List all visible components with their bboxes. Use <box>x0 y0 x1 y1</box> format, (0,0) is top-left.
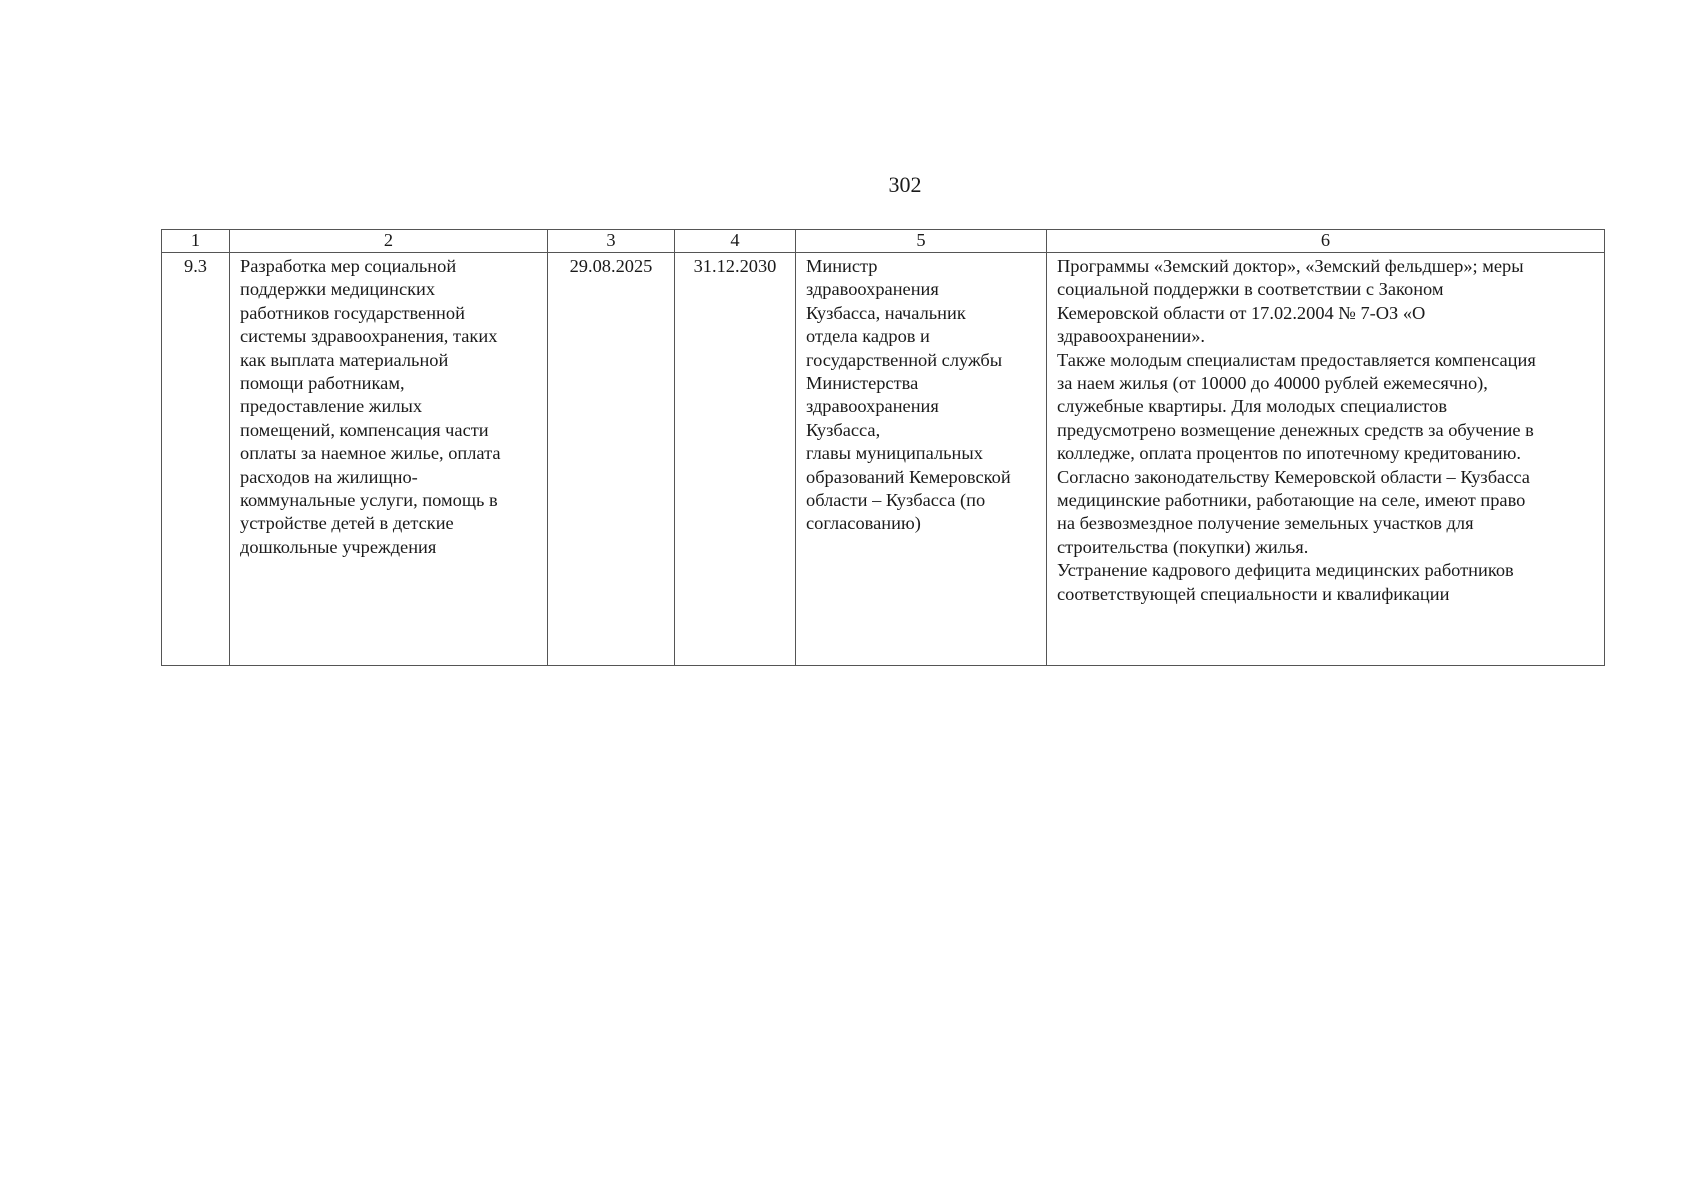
responsible-cell: Министр здравоохранения Кузбасса, начальник отдела кадров и государственной службы Министерства здравоохранения Кузбасса, главы муниципальных образований Кемеровской области – Кузбасса (по согласованию) <box>796 253 1047 666</box>
column-header: 6 <box>1047 230 1605 253</box>
page-number: 302 <box>888 172 922 197</box>
start-date-cell: 29.08.2025 <box>548 253 675 666</box>
column-header: 5 <box>796 230 1047 253</box>
table-row <box>162 253 1605 666</box>
table-header-row <box>162 230 1605 253</box>
column-header: 1 <box>162 230 230 253</box>
column-header: 2 <box>230 230 548 253</box>
row-number-cell: 9.3 <box>162 253 230 666</box>
column-header: 4 <box>675 230 796 253</box>
measure-description-cell: Разработка мер социальной поддержки медицинских работников государственной системы здравоохранения, таких как выплата материальной помощи работникам, предоставление жилых помещений, компенсация части оплаты за наемное жилье, оплата расходов на жилищно- коммунальные услуги, помощь в устройстве детей в детские дошкольные учреждения <box>230 253 548 666</box>
column-header: 3 <box>548 230 675 253</box>
end-date-cell: 31.12.2030 <box>675 253 796 666</box>
measures-table <box>161 229 1605 666</box>
expected-result-cell: Программы «Земский доктор», «Земский фельдшер»; меры социальной поддержки в соответствии с Законом Кемеровской области от 17.02.2004 № 7-ОЗ «О здравоохранении». Также молодым специалистам предоставляется компенсация за наем жилья (от 10000 до 40000 рублей ежемесячно), служебные квартиры. Для молодых специалистов предусмотрено возмещение денежных средств за обучение в колледже, оплата процентов по ипотечному кредитованию. Согласно законодательству Кемеровской области – Кузбасса медицинские работники, работающие на селе, имеют право на безвозмездное получение земельных участков для строительства (покупки) жилья. Устранение кадрового дефицита медицинских работников соответствующей специальности и квалификации <box>1047 253 1605 666</box>
